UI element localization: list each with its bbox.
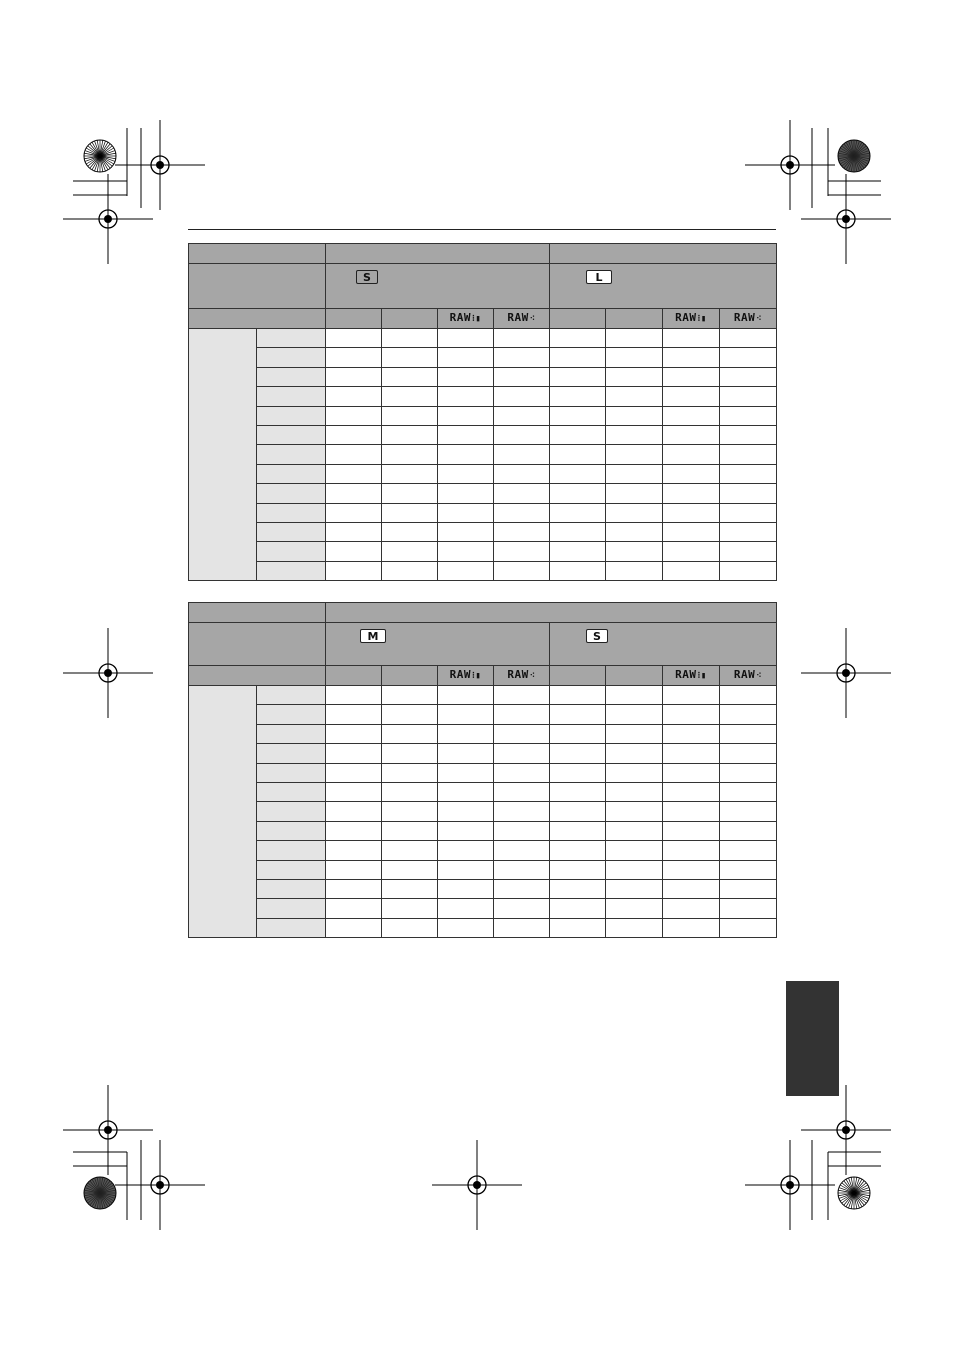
raw-normal-icon: RAW⁖ bbox=[720, 666, 777, 686]
crosshair-registration-icon bbox=[63, 174, 153, 264]
raw-normal-icon: RAW⁖ bbox=[494, 309, 550, 329]
raw-fine-icon: RAW⁝▮ bbox=[438, 666, 494, 686]
crosshair-registration-icon bbox=[745, 1140, 835, 1230]
raw-normal-icon: RAW⁖ bbox=[720, 309, 777, 329]
quality-l-icon: L bbox=[586, 270, 612, 284]
raw-normal-icon: RAW⁖ bbox=[494, 666, 550, 686]
crosshair-registration-icon bbox=[801, 174, 891, 264]
crosshair-registration-icon bbox=[63, 628, 153, 718]
quality-s-icon: S bbox=[586, 629, 608, 643]
crosshair-registration-icon bbox=[115, 1140, 205, 1230]
raw-fine-icon: RAW⁝▮ bbox=[438, 309, 494, 329]
crosshair-registration-icon bbox=[432, 1140, 522, 1230]
starburst-registration-icon bbox=[834, 1173, 874, 1213]
crosshair-registration-icon bbox=[801, 628, 891, 718]
quality-m-icon: M bbox=[360, 629, 386, 643]
quality-s-icon: S bbox=[356, 270, 378, 284]
raw-fine-icon: RAW⁝▮ bbox=[663, 666, 720, 686]
raw-fine-icon: RAW⁝▮ bbox=[663, 309, 720, 329]
starburst-registration-icon bbox=[80, 1173, 120, 1213]
starburst-registration-icon bbox=[834, 136, 874, 176]
starburst-registration-icon bbox=[80, 136, 120, 176]
